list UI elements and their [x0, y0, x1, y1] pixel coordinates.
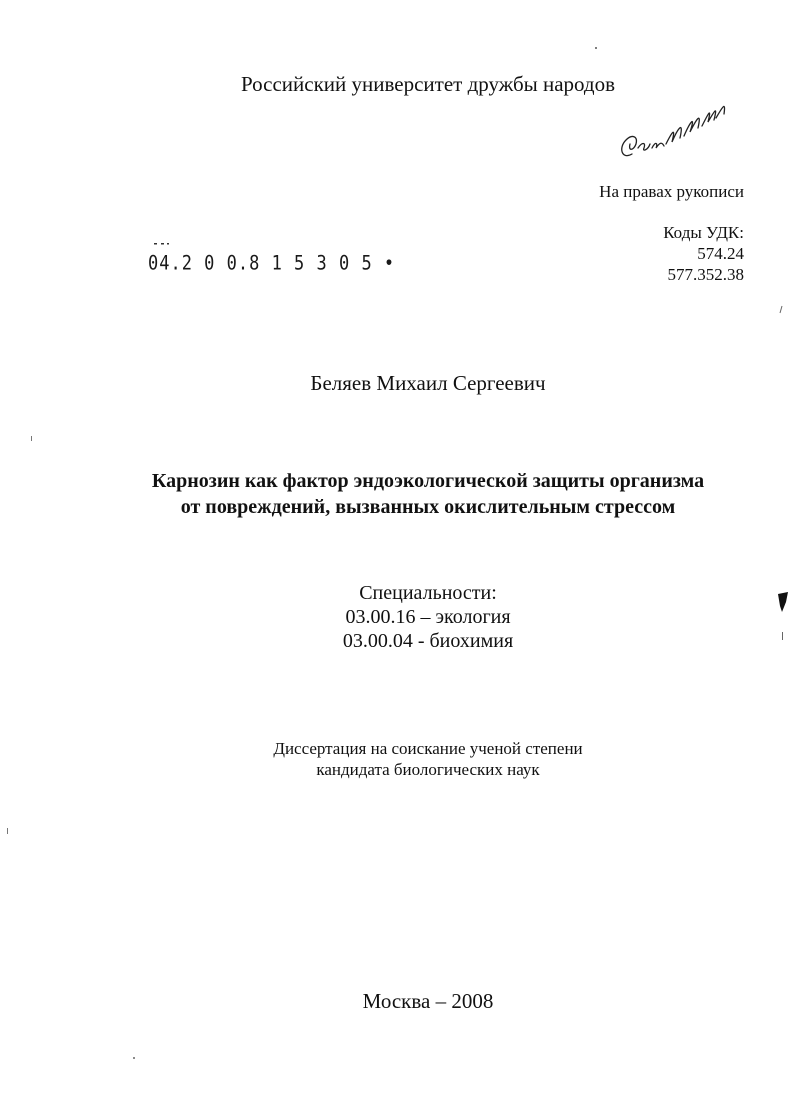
- scan-dust: [132, 1056, 136, 1060]
- udc-code: 574.24: [697, 244, 744, 263]
- scan-dust: [594, 46, 598, 50]
- specialties: [0, 581, 792, 653]
- degree-line: Диссертация на соискание ученой степени: [273, 739, 583, 758]
- scan-dust: [6, 828, 10, 836]
- university-name: Российский университет дружбы народов: [240, 72, 616, 96]
- specialty-item: 03.00.16 – экология: [345, 606, 511, 628]
- udc-code: 577.352.38: [667, 265, 744, 284]
- registration-stamp: 04.2 0 0.8 1 5 3 0 5 •: [148, 252, 396, 275]
- specialty-item: 03.00.04 - биохимия: [342, 630, 514, 652]
- udc-codes: [663, 222, 744, 285]
- thesis-title-line: от повреждений, вызванных окислительным стрессом: [180, 496, 676, 518]
- handwritten-signature: [614, 92, 744, 172]
- scan-edge-mark: [772, 588, 792, 648]
- place-and-year: Москва – 2008: [362, 989, 494, 1013]
- author-name: Беляев Михаил Сергеевич: [310, 371, 546, 395]
- thesis-title: [100, 468, 756, 520]
- stamp-marks: [152, 241, 172, 247]
- scan-dust: [30, 436, 34, 442]
- manuscript-rights-note: На правах рукописи: [599, 182, 744, 201]
- degree-statement: [0, 738, 792, 780]
- thesis-title-line: Карнозин как фактор эндоэкологической защиты организма: [151, 470, 705, 492]
- scan-dust: [778, 305, 784, 315]
- udc-label: Коды УДК:: [663, 223, 744, 242]
- specialties-label: Специальности:: [359, 582, 497, 604]
- degree-line: кандидата биологических наук: [316, 760, 540, 779]
